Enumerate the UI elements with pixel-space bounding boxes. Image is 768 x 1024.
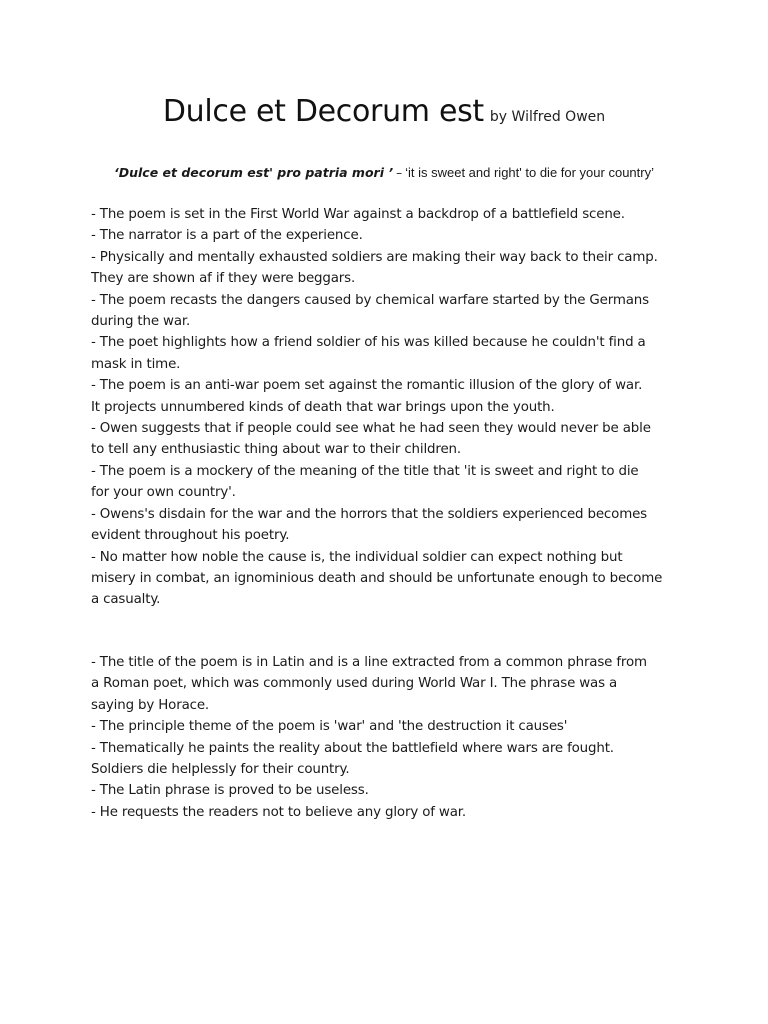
- text-line: - The poem is set in the First World War against a backdrop of a battlefield scene.: [91, 207, 625, 222]
- text-line: a casualty.: [91, 592, 161, 608]
- text-line: - The poet highlights how a friend soldier of his was killed because he couldn't find a: [91, 335, 646, 351]
- text-line: - The narrator is a part of the experience.: [91, 228, 363, 244]
- text-line: - The title of the poem is in Latin and is a line extracted from a common phrase from: [91, 655, 647, 670]
- text-line: - The poem is a mockery of the meaning of the title that 'it is sweet and right to die: [91, 463, 639, 479]
- text-line: for your own country'.: [91, 485, 236, 501]
- text-line: They are shown af if they were beggars.: [91, 271, 356, 287]
- title-byline: by Wilfred Owen: [489, 109, 606, 125]
- text-line: It projects unnumbered kinds of death that war brings upon the youth.: [91, 399, 555, 415]
- text-line: - The principle theme of the poem is 'war' and 'the destruction it causes': [91, 719, 568, 735]
- text-line: Soldiers die helplessly for their country.: [91, 762, 350, 778]
- notes-section-2: [91, 652, 691, 823]
- text-line: - The poem is an anti-war poem set against the romantic illusion of the glory of war.: [91, 378, 643, 394]
- text-line: - Owen suggests that if people could see what he had seen they would never be able: [91, 421, 651, 437]
- quote-dash: –: [396, 166, 403, 180]
- text-line: - He requests the readers not to believe any glory of war.: [91, 804, 466, 820]
- text-line: - The Latin phrase is proved to be useless.: [91, 783, 369, 799]
- text-line: - Thematically he paints the reality about the battlefield where wars are fought.: [91, 740, 614, 756]
- text-line: - The poem recasts the dangers caused by chemical warfare started by the Germans: [91, 292, 649, 308]
- text-line: during the war.: [91, 314, 191, 330]
- title-row: [0, 94, 768, 129]
- text-line: - No matter how noble the cause is, the individual soldier can expect nothing but: [91, 549, 623, 565]
- text-line: misery in combat, an ignominious death and should be unfortunate enough to become: [91, 570, 663, 586]
- text-line: to tell any enthusiastic thing about war to their children.: [91, 442, 461, 458]
- latin-quote-row: [0, 165, 768, 180]
- latin-quote: ‘Dulce et decorum est' pro patria mori ’: [114, 165, 394, 180]
- quote-translation: ‘it is sweet and right' to die for your country’: [405, 165, 654, 180]
- text-line: evident throughout his poetry.: [91, 528, 290, 544]
- text-line: - Owens's disdain for the war and the horrors that the soldiers experienced becomes: [91, 506, 647, 522]
- page-title: Dulce et Decorum est: [162, 94, 484, 129]
- text-line: saying by Horace.: [91, 697, 210, 713]
- text-line: - Physically and mentally exhausted soldiers are making their way back to their camp.: [91, 249, 658, 265]
- text-line: mask in time.: [91, 356, 181, 372]
- text-line: a Roman poet, which was commonly used during World War I. The phrase was a: [91, 676, 618, 692]
- notes-section-1: [91, 204, 691, 611]
